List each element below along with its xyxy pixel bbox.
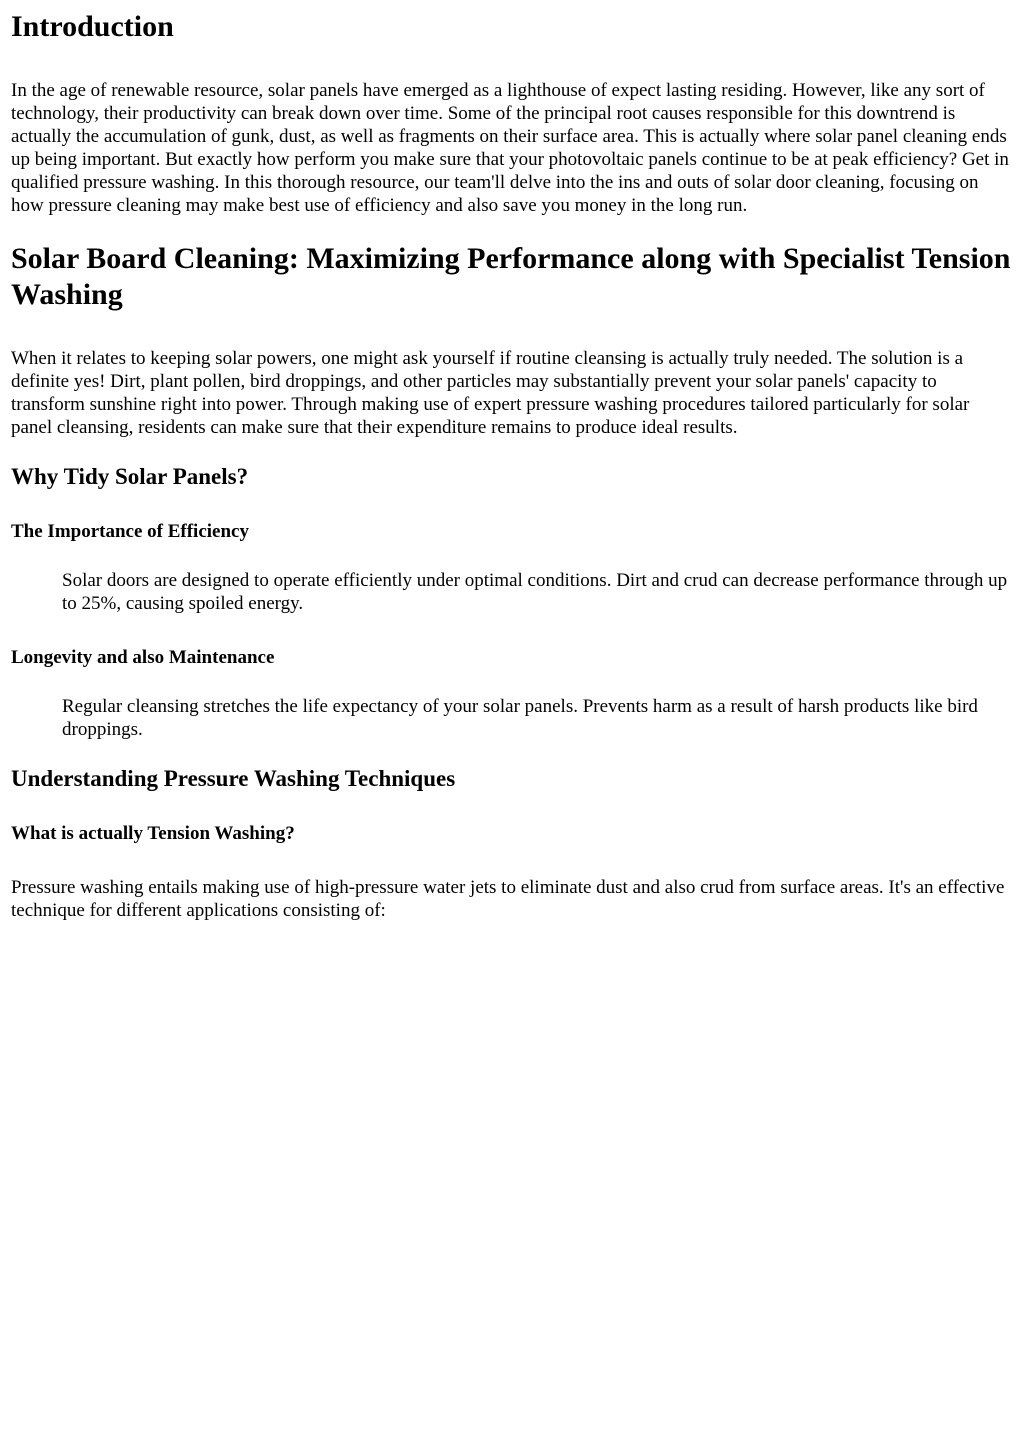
efficiency-quote: Solar doors are designed to operate efficiently under optimal conditions. Dirt and crud can decrease performance through up to 25%, causing spoiled energy. xyxy=(62,570,1008,614)
main-paragraph: When it relates to keeping solar powers, one might ask yourself if routine cleansing is actually truly needed. The solution is a definite yes! Dirt, plant pollen, bird droppings, and other particles may substantially prevent your solar panels' capacity to transform sunshine right into power. Through making use of expert pressure washing procedures tailored particularly for solar panel cleansing, residents can make sure that their expenditure remains to produce ideal results. xyxy=(11,348,970,438)
intro-paragraph: In the age of renewable resource, solar panels have emerged as a lighthouse of expect lasting residing. However, like any sort of technology, their productivity can break down over time. Some of the principal root causes responsible for this downtrend is actually the accumulation of gunk, dust, as well as fragments on their surface area. This is actually where solar panel cleaning ends up being important. But exactly how perform you make sure that your photovoltaic panels continue to be at peak efficiency? Get in qualified pressure washing. In this thorough resource, our team'll delve into the ins and outs of solar door cleaning, focusing on how pressure cleaning may make best use of efficiency and also save you money in the long run. xyxy=(11,80,1009,216)
techniques-heading: Understanding Pressure Washing Techniques xyxy=(11,766,456,791)
what-is-paragraph: Pressure washing entails making use of high-pressure water jets to eliminate dust and also crud from surface areas. It's an effective technique for different applications consisting of: xyxy=(11,877,1005,921)
why-heading: Why Tidy Solar Panels? xyxy=(11,464,249,489)
what-is-heading: What is actually Tension Washing? xyxy=(11,823,295,844)
longevity-heading: Longevity and also Maintenance xyxy=(11,647,275,668)
efficiency-heading: The Importance of Efficiency xyxy=(11,521,249,542)
intro-heading: Introduction xyxy=(11,10,174,43)
main-heading: Solar Board Cleaning: Maximizing Performance along with Specialist Tension Washing xyxy=(11,242,1011,311)
longevity-quote: Regular cleansing stretches the life expectancy of your solar panels. Prevents harm as a result of harsh products like bird droppings. xyxy=(62,696,978,740)
article-body xyxy=(11,9,1013,922)
